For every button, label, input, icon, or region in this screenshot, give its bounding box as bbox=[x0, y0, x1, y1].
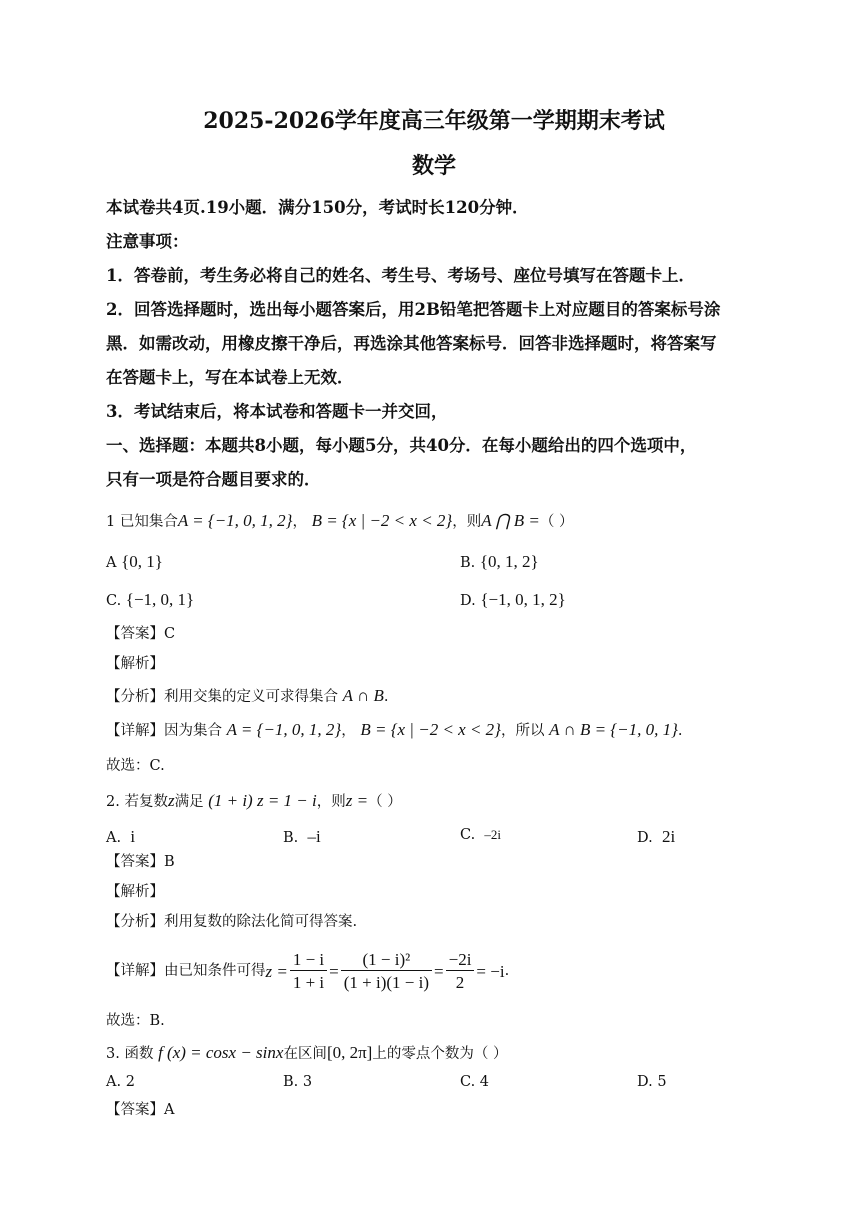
question-1-answer: 【答案】C bbox=[106, 626, 176, 642]
question-1-option-c: C. {−1, 0, 1} bbox=[106, 590, 195, 609]
question-1-choose: 故选：C. bbox=[106, 758, 165, 774]
question-1-analysis-label: 【解析】 bbox=[106, 656, 164, 672]
section-1-heading: 一、选择题：本题共8小题，每小题5分，共40分．在每小题给出的四个选项中， bbox=[106, 436, 697, 455]
question-2-option-a: A. i bbox=[106, 827, 136, 846]
exam-summary: 本试卷共4页.19小题．满分150分，考试时长120分钟． bbox=[106, 198, 529, 217]
question-3-option-a: A. 2 bbox=[106, 1074, 135, 1090]
question-1-stem: 1 已知集合A = {−1, 0, 1, 2}， B = {x | −2 < x < 2}，则A ⋂ B =（ ） bbox=[106, 511, 574, 530]
question-2-choose: 故选：B. bbox=[106, 1013, 165, 1029]
exam-title: 2025-2026学年度高三年级第一学期期末考试 bbox=[203, 108, 665, 134]
notes-title: 注意事项： bbox=[106, 232, 189, 251]
question-2-answer: 【答案】B bbox=[106, 854, 175, 870]
fraction-3: $\frac{-2i}{2}$ bbox=[446, 951, 475, 991]
note-2-line-2: 黑．如需改动，用橡皮擦干净后，再选涂其他答案标号．回答非选择题时，将答案写 bbox=[106, 334, 717, 353]
question-1-detail: 【详解】因为集合 A = {−1, 0, 1, 2}， B = {x | −2 < x < 2}，所以 A ∩ B = {−1, 0, 1}. bbox=[106, 720, 683, 739]
note-3: 3．考试结束后，将本试卷和答题卡一并交回， bbox=[106, 402, 448, 421]
note-2-line-1: 2．回答选择题时，选出每小题答案后，用2B铅笔把答题卡上对应题目的答案标号涂 bbox=[106, 300, 721, 319]
subject-title: 数学 bbox=[411, 153, 456, 179]
question-3-option-d: D. 5 bbox=[637, 1074, 667, 1090]
question-3-answer: 【答案】A bbox=[106, 1102, 175, 1118]
question-2-analysis-label: 【解析】 bbox=[106, 884, 164, 900]
question-1-option-b: B. {0, 1, 2} bbox=[460, 552, 539, 571]
note-1: 1．答卷前，考生务必将自己的姓名、考生号、考场号、座位号填写在答题卡上． bbox=[106, 266, 695, 285]
question-2-detail: 【详解】由已知条件可得 z = $\frac{1 - i}{1 + i}$ = $\frac{\text{(1 − i)²}}{(1 + i)(1 - i)}$ = $\frac{-2i}{2}$ = −i . bbox=[106, 950, 510, 992]
question-1-option-d: D. {−1, 0, 1, 2} bbox=[460, 590, 566, 609]
question-2-option-d: D. 2i bbox=[637, 827, 676, 846]
note-2-line-3: 在答题卡上，写在本试卷上无效． bbox=[106, 368, 354, 387]
question-1-fenxi: 【分析】利用交集的定义可求得集合 A ∩ B. bbox=[106, 686, 389, 705]
section-1-heading-2: 只有一项是符合题目要求的． bbox=[106, 470, 321, 489]
question-2-option-b: B. –i bbox=[283, 827, 321, 846]
question-2-stem: 2. 若复数z满足 (1 + i) z = 1 − i，则z =（ ） bbox=[106, 791, 402, 810]
question-1-option-a: A {0, 1} bbox=[106, 552, 163, 571]
question-3-option-c: C. 4 bbox=[460, 1074, 490, 1090]
question-2-option-c: C. –2i bbox=[460, 827, 502, 843]
question-3-option-b: B. 3 bbox=[283, 1074, 313, 1090]
fraction-2: $\frac{\text{(1 − i)²}}{(1 + i)(1 - i)}$ bbox=[341, 951, 432, 991]
question-3-stem: 3. 函数 f (x) = cosx − sinx在区间[0, 2π]上的零点个数为（ ） bbox=[106, 1043, 508, 1062]
fraction-1: $\frac{1 - i}{1 + i}$ bbox=[290, 951, 327, 991]
question-2-fenxi: 【分析】利用复数的除法化简可得答案. bbox=[106, 914, 358, 930]
